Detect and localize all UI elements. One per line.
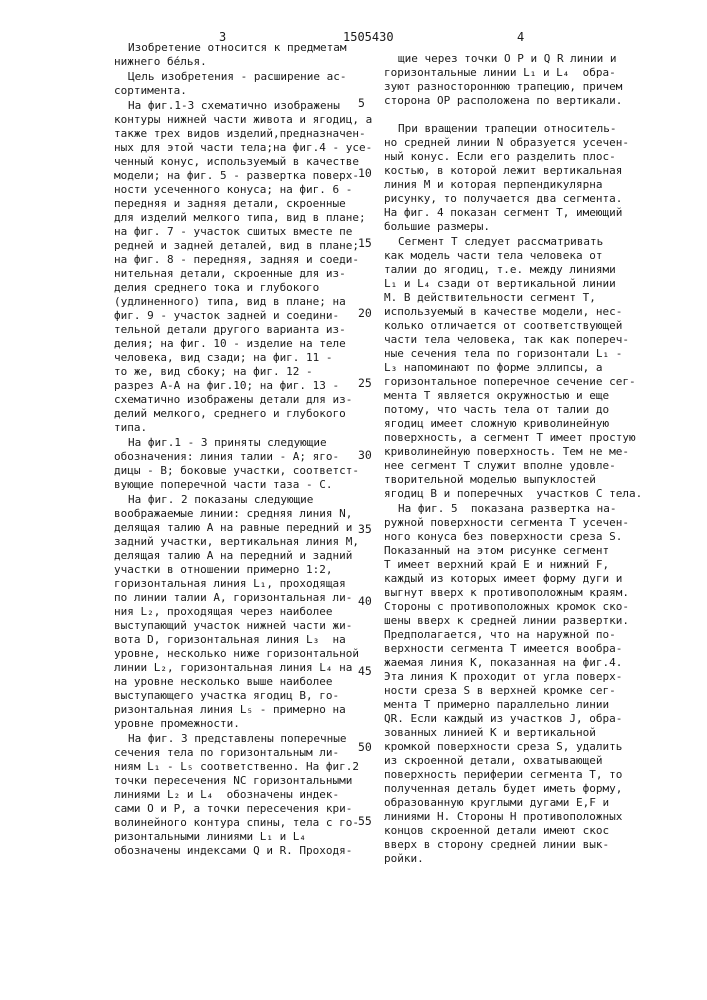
text-line: ягодиц В и поперечных участков С тела. [384,487,659,501]
patent-number: 1505430 [343,30,394,44]
text-line: вующие поперечной части таза - С. [114,478,364,492]
text-line: Цель изобретения - расширение ас- [114,70,364,84]
line-number: 15 [358,236,372,250]
text-line: На фиг.1-3 схематично изображены [114,99,364,113]
text-line: делия среднего тока и глубокого [114,281,364,295]
line-number: 55 [358,814,372,828]
text-line: уровне промежности. [114,717,364,731]
text-line: ягодиц имеет сложную криволинейную [384,417,659,431]
line-number: 40 [358,594,372,608]
text-line: ружной поверхности сегмента Т усечен- [384,516,659,530]
text-line: редней и задней деталей, вид в плане; [114,239,364,253]
text-line: передняя и задняя детали, скроенные [114,197,364,211]
paragraph [384,52,659,108]
text-line: уровне, несколько ниже горизонтальной [114,647,364,661]
paragraph [384,122,659,234]
text-line: на уровне несколько выше наиболее [114,675,364,689]
text-line: разрез А-А на фиг.10; на фиг. 13 - [114,379,364,393]
text-line: ризонтальными линиями L₁ и L₄ [114,830,364,844]
text-line: ности усеченного конуса; на фиг. 6 - [114,183,364,197]
text-line: горизонтальное поперечное сечение сег- [384,375,659,389]
text-line: мента Т примерно параллельно линии [384,698,659,712]
text-line: контуры нижней части живота и ягодиц, а [114,113,364,127]
text-line: На фиг. 4 показан сегмент Т, имеющий [384,206,659,220]
text-line: творительной моделью выпуклостей [384,473,659,487]
text-line: сторона OP расположена по вертикали. [384,94,659,108]
text-line: На фиг.1 - 3 приняты следующие [114,436,364,450]
line-number: 30 [358,448,372,462]
text-line: (удлиненного) типа, вид в плане; на [114,295,364,309]
text-line: На фиг. 3 представлены поперечные [114,732,364,746]
text-line: фиг. 9 - участок задней и соедини- [114,309,364,323]
text-line: образованную круглыми дугами E,F и [384,796,659,810]
text-line: ный конус. Если его разделить плос- [384,150,659,164]
text-line: дицы - В; боковые участки, соответст- [114,464,364,478]
line-number: 45 [358,664,372,678]
text-line: модели; на фиг. 5 - развертка поверх- [114,169,364,183]
text-line: вверх в сторону средней линии вык- [384,838,659,852]
text-line: на фиг. 7 - участок сшитых вместе пе [114,225,364,239]
text-line: поверхность периферии сегмента Т, то [384,768,659,782]
text-line: зованных линией К и вертикальной [384,726,659,740]
text-line: выступающий участок нижней части жи- [114,619,364,633]
text-line: кромкой поверхности среза S, удалить [384,740,659,754]
text-line: горизонтальная линия L₁, проходящая [114,577,364,591]
text-line: схематично изображены детали для из- [114,393,364,407]
text-line: воображаемые линии: средняя линия N, [114,507,364,521]
text-line: используемый в качестве модели, нес- [384,305,659,319]
text-line: горизонтальные линии L₁ и L₄ обра- [384,66,659,80]
text-line: типа. [114,421,364,435]
text-line: щие через точки O P и Q R линии и [384,52,659,66]
text-line: Т имеет верхний край Е и нижний F, [384,558,659,572]
paragraph [114,436,364,492]
text-line: ных для этой части тела;на фиг.4 - усе- [114,141,364,155]
text-line: ниям L₁ - L₅ соответственно. На фиг.2 [114,760,364,774]
text-line: человека, вид сзади; на фиг. 11 - [114,351,364,365]
text-line: делящая талию А на передний и задний [114,549,364,563]
text-line: делий мелкого, среднего и глубокого [114,407,364,421]
paragraph [114,732,364,858]
paragraph [114,99,364,435]
text-line: сечения тела по горизонтальным ли- [114,746,364,760]
text-line: по линии талии А, горизонтальная ли- [114,591,364,605]
text-line: точки пересечения NC горизонтальными [114,774,364,788]
right-column [384,52,659,867]
text-line: поверхность, а сегмент Т имеет простую [384,431,659,445]
text-line: колько отличается от соответствующей [384,319,659,333]
text-line: жаемая линия К, показанная на фиг.4. [384,656,659,670]
text-line: полученная деталь будет иметь форму, [384,782,659,796]
text-line: выступающего участка ягодиц В, го- [114,689,364,703]
page-number-left: 3 [219,30,226,44]
text-line: потому, что часть тела от талии до [384,403,659,417]
text-line: На фиг. 2 показаны следующие [114,493,364,507]
text-line: шены вверх к средней линии развертки. [384,614,659,628]
text-line: ченный конус, используемый в качестве [114,155,364,169]
text-line: ризонтальная линия L₅ - примерно на [114,703,364,717]
text-line: криволинейную поверхность. Тем не ме- [384,445,659,459]
text-line: верхности сегмента Т имеется вообра- [384,642,659,656]
text-line: то же, вид сбоку; на фиг. 12 - [114,365,364,379]
line-number: 10 [358,166,372,180]
left-column [114,41,364,859]
text-line: линия М и которая перпендикулярна [384,178,659,192]
text-line: костью, в которой лежит вертикальная [384,164,659,178]
text-line: также трех видов изделий,предназначен- [114,127,364,141]
text-line: сортимента. [114,84,364,98]
text-line: обозначены индексами Q и R. Проходя- [114,844,364,858]
text-line: обозначения: линия талии - А; яго- [114,450,364,464]
paragraph [384,235,659,501]
text-line: большие размеры. [384,220,659,234]
text-line: нее сегмент Т служит вполне удовле- [384,459,659,473]
text-line: делящая талию А на равные передний и [114,521,364,535]
text-line: QR. Если каждый из участков J, обра- [384,712,659,726]
text-line: рисунку, то получается два сегмента. [384,192,659,206]
page-number-right: 4 [517,30,524,44]
line-number: 50 [358,740,372,754]
text-line: На фиг. 5 показана развертка на- [384,502,659,516]
text-line: Изобретение относится к предметам [114,41,364,55]
text-line: из скроенной детали, охватывающей [384,754,659,768]
text-line: L₃ напоминают по форме эллипсы, а [384,361,659,375]
text-line: талии до ягодиц, т.е. между линиями [384,263,659,277]
text-line: выгнут вверх к противоположным краям. [384,586,659,600]
text-line: волинейного контура спины, тела с го- [114,816,364,830]
text-line: но средней линии N образуется усечен- [384,136,659,150]
text-line: части тела человека, так как попереч- [384,333,659,347]
text-line: на фиг. 8 - передняя, задняя и соеди- [114,253,364,267]
text-line: сами O и P, а точки пересечения кри- [114,802,364,816]
text-line: ности среза S в верхней кромке сег- [384,684,659,698]
text-line: линиями L₂ и L₄ обозначены индек- [114,788,364,802]
text-line: Предполагается, что на наружной по- [384,628,659,642]
text-line: делия; на фиг. 10 - изделие на теле [114,337,364,351]
text-line: для изделий мелкого типа, вид в плане; [114,211,364,225]
text-line: Стороны с противоположных кромок ско- [384,600,659,614]
line-number: 35 [358,522,372,536]
text-line: Эта линия К проходит от угла поверх- [384,670,659,684]
text-line: каждый из которых имеет форму дуги и [384,572,659,586]
text-line: участки в отношении примерно 1:2, [114,563,364,577]
text-line: ного конуса без поверхности среза S. [384,530,659,544]
text-line: задний участки, вертикальная линия М, [114,535,364,549]
line-number: 25 [358,376,372,390]
text-line: тельной детали другого варианта из- [114,323,364,337]
line-number: 5 [358,96,365,110]
text-line: линии L₂, горизонтальная линия L₄ на [114,661,364,675]
paragraph [114,41,364,69]
text-line: L₁ и L₄ сзади от вертикальной линии [384,277,659,291]
paragraph [114,70,364,98]
text-line: нижнего бéлья. [114,55,364,69]
text-line: вота D, горизонтальная линия L₃ на [114,633,364,647]
paragraph [114,493,364,731]
text-line: линиями H. Стороны H противоположных [384,810,659,824]
text-line: ния L₂, проходящая через наиболее [114,605,364,619]
text-line: ройки. [384,852,659,866]
text-line: При вращении трапеции относитель- [384,122,659,136]
text-line: как модель части тела человека от [384,249,659,263]
text-line: зуют разностороннюю трапецию, причем [384,80,659,94]
text-line: Показанный на этом рисунке сегмент [384,544,659,558]
text-line: ные сечения тела по горизонтали L₁ - [384,347,659,361]
text-line: М. В действительности сегмент Т, [384,291,659,305]
text-line: нительная детали, скроенные для из- [114,267,364,281]
line-number: 20 [358,306,372,320]
text-line: Сегмент Т следует рассматривать [384,235,659,249]
text-line: мента Т является окружностью и еще [384,389,659,403]
text-line: концов скроенной детали имеют скос [384,824,659,838]
paragraph [384,502,659,866]
